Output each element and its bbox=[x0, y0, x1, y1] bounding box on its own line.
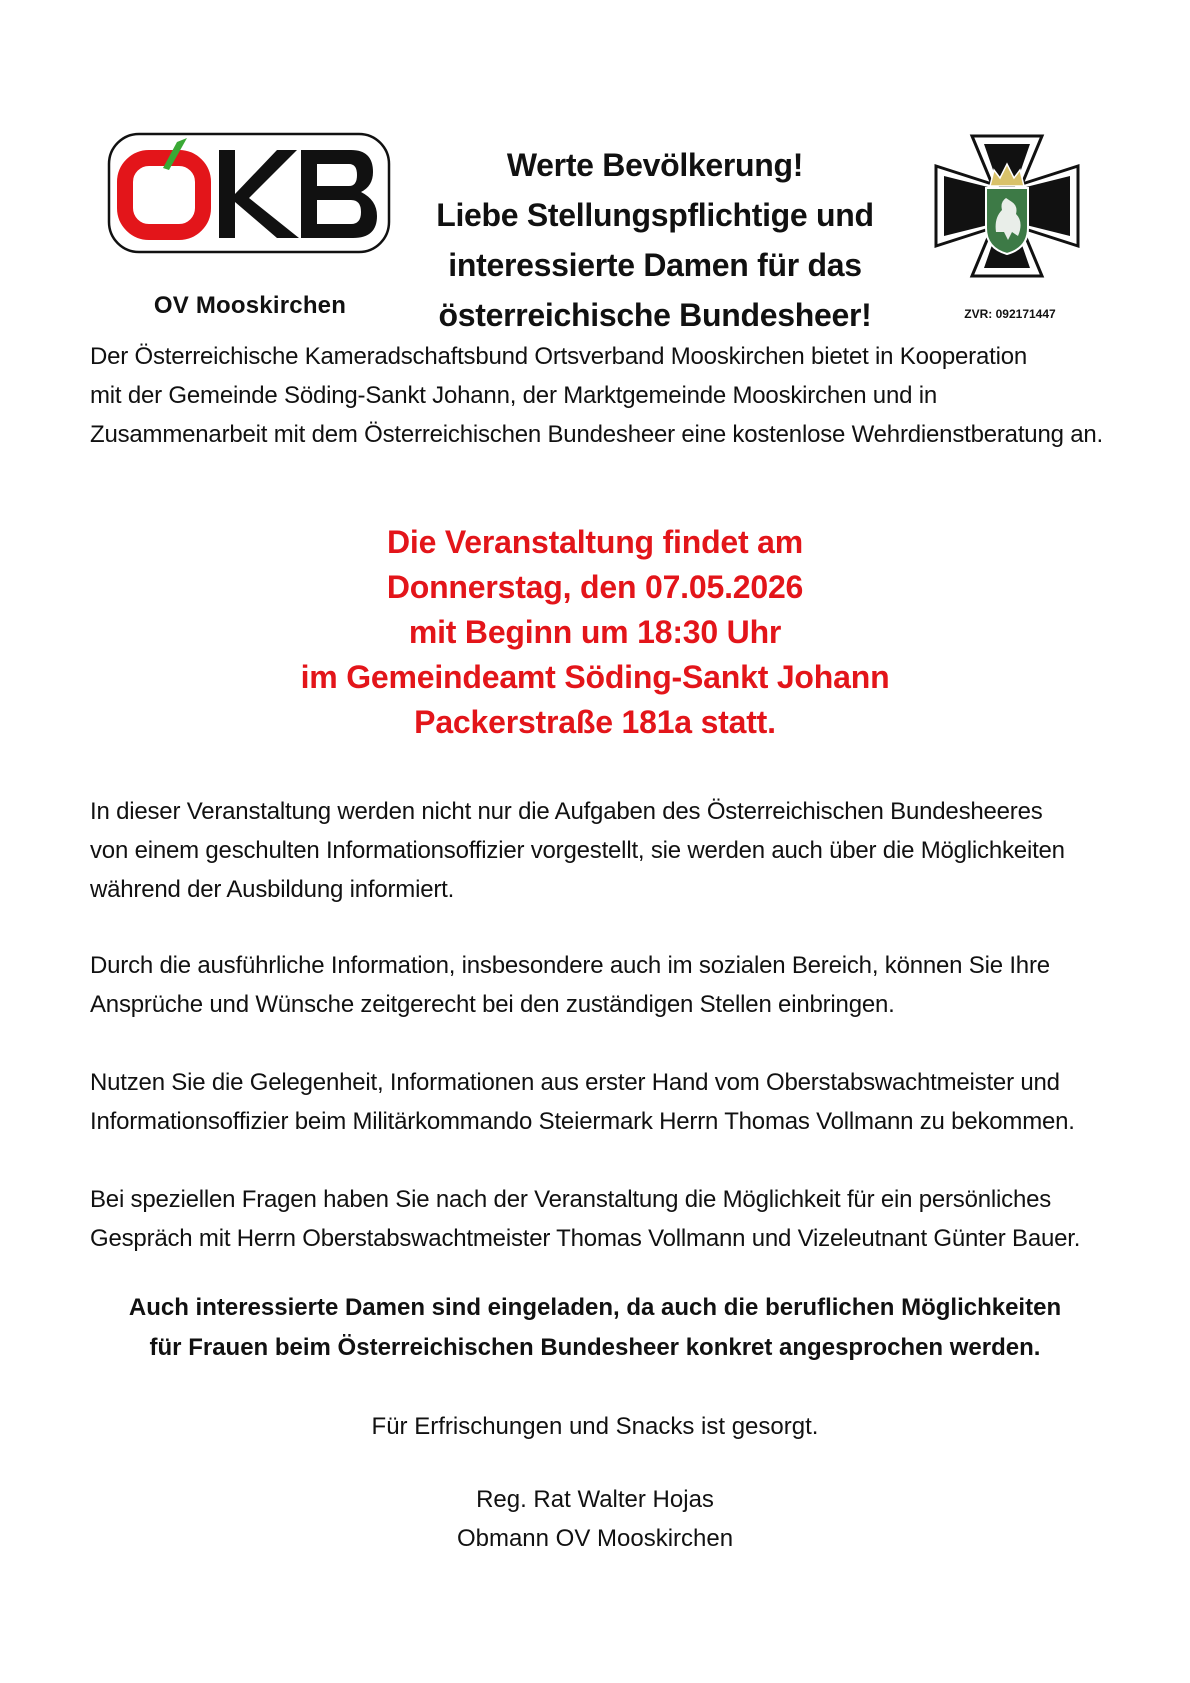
event-line: Die Veranstaltung findet am bbox=[386, 524, 804, 560]
okb-logo bbox=[105, 128, 393, 258]
intro-paragraph bbox=[90, 337, 1120, 454]
text-line: während der Ausbildung informiert. bbox=[90, 876, 455, 903]
signature bbox=[90, 1480, 1100, 1558]
text-line: Der Österreichische Kameradschaftsbund Ortsverband Mooskirchen bietet in Kooperation bbox=[90, 343, 1028, 370]
text-line: In dieser Veranstaltung werden nicht nur die Aufgaben des Österreichischen Bundesheeres bbox=[90, 798, 1043, 825]
event-date: Donnerstag, den 07.05.2026 bbox=[386, 569, 804, 605]
title-line: österreichische Bundesheer! bbox=[438, 297, 872, 333]
text-line: Ansprüche und Wünsche zeitgerecht bei den zuständigen Stellen einbringen. bbox=[90, 991, 895, 1018]
text-line: von einem geschulten Informationsoffizier vorgestellt, sie werden auch über die Möglichkeiten bbox=[90, 837, 1065, 864]
text-line: Nutzen Sie die Gelegenheit, Informationen aus erster Hand vom Oberstabswachtmeister und bbox=[90, 1069, 1060, 1096]
title-line: interessierte Damen für das bbox=[448, 247, 862, 283]
event-location: im Gemeindeamt Söding-Sankt Johann bbox=[300, 659, 890, 695]
text-line: Bei speziellen Fragen haben Sie nach der Veranstaltung die Möglichkeit für ein persönliches bbox=[90, 1186, 1052, 1213]
event-details bbox=[180, 520, 1010, 745]
text-line: für Frauen beim Österreichischen Bundesheer konkret angesprochen werden. bbox=[149, 1334, 1041, 1361]
signature-role: Obmann OV Mooskirchen bbox=[456, 1525, 734, 1552]
refreshments-note: Für Erfrischungen und Snacks ist gesorgt. bbox=[371, 1413, 819, 1440]
iron-cross-coat-of-arms-icon bbox=[932, 132, 1082, 280]
title-line: Werte Bevölkerung! bbox=[506, 147, 804, 183]
org-name: OV Mooskirchen bbox=[153, 292, 347, 319]
text-line: Gespräch mit Herrn Oberstabswachtmeister Thomas Vollmann und Vizeleutnant Günter Bauer. bbox=[90, 1225, 1081, 1252]
ladies-note bbox=[90, 1288, 1100, 1368]
emblem bbox=[932, 132, 1082, 280]
paragraph-information bbox=[90, 946, 1120, 1024]
text-line: Informationsoffizier beim Militärkommando Steiermark Herrn Thomas Vollmann zu bekommen. bbox=[90, 1108, 1075, 1135]
okb-logo-icon bbox=[105, 128, 393, 258]
signature-name: Reg. Rat Walter Hojas bbox=[476, 1486, 714, 1513]
text-line: mit der Gemeinde Söding-Sankt Johann, der Marktgemeinde Mooskirchen und in bbox=[90, 382, 937, 409]
text-line: Zusammenarbeit mit dem Österreichischen Bundesheer eine kostenlose Wehrdienstberatung an. bbox=[90, 421, 1103, 448]
zvr-number: ZVR: 092171447 bbox=[964, 307, 1056, 321]
text-line: Durch die ausführliche Information, insbesondere auch im sozialen Bereich, können Sie Ihre bbox=[90, 952, 1050, 979]
paragraph-questions bbox=[90, 1180, 1120, 1258]
event-address: Packerstraße 181a statt. bbox=[414, 704, 776, 740]
page-title bbox=[420, 140, 890, 340]
paragraph-tasks bbox=[90, 792, 1120, 909]
text-line: Auch interessierte Damen sind eingeladen, da auch die beruflichen Möglichkeiten bbox=[128, 1294, 1062, 1321]
event-time: mit Beginn um 18:30 Uhr bbox=[408, 614, 782, 650]
title-line: Liebe Stellungspflichtige und bbox=[436, 197, 874, 233]
paragraph-opportunity bbox=[90, 1063, 1120, 1141]
